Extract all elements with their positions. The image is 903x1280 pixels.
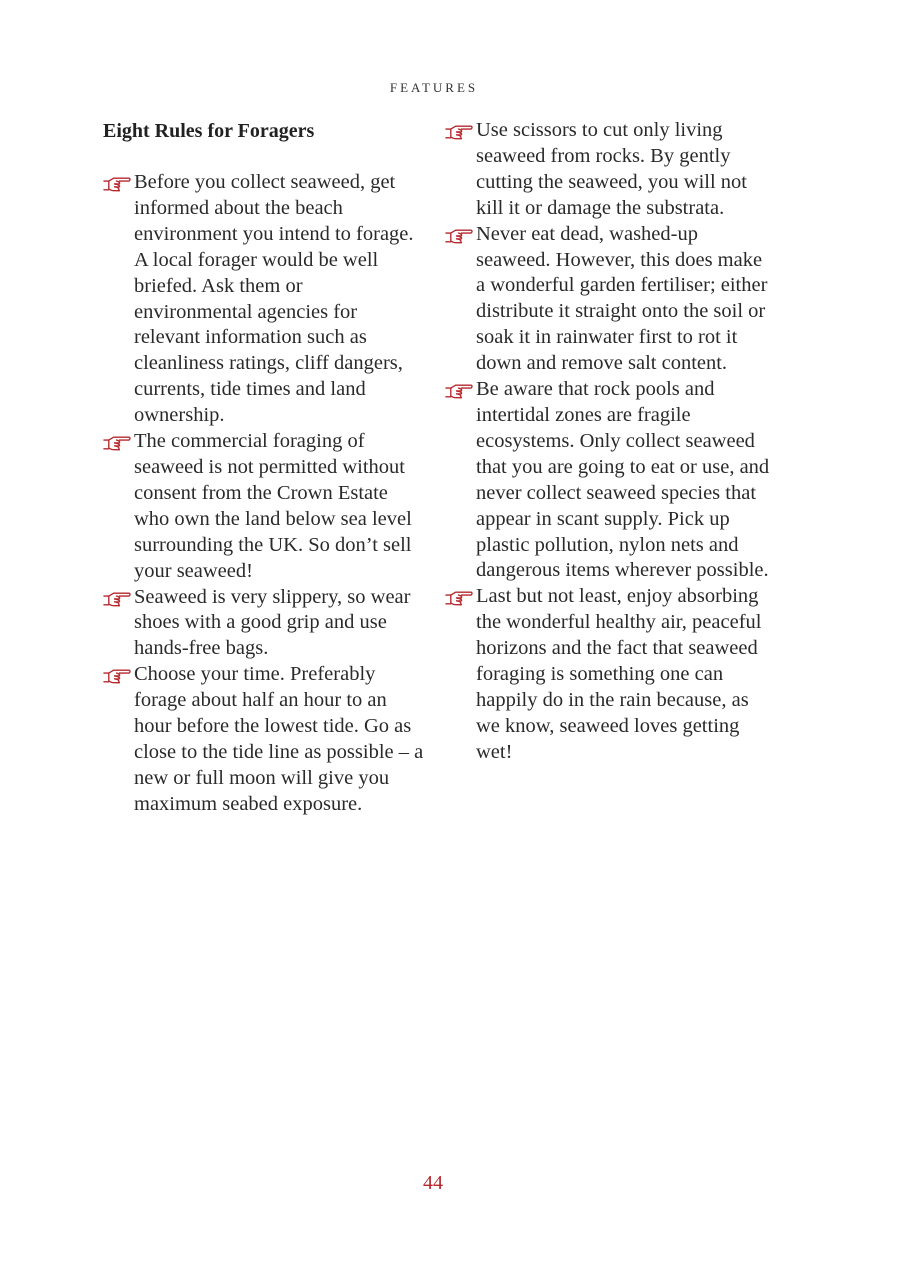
- rule-item: [445, 222, 775, 377]
- rule-text: Seaweed is very slippery, so wear shoes with a good grip and use hands-free bags.: [134, 585, 411, 660]
- rule-item: [445, 377, 775, 584]
- running-head: FEATURES: [389, 80, 479, 95]
- rule-text: Choose your time. Preferably forage about half an hour to an hour before the lowest tide. Go as close to the tide line as possible – a new or full moon will give you maximum seabed exposure.: [134, 663, 424, 815]
- rule-item: [445, 118, 775, 222]
- rule-text: Last but not least, enjoy absorbing the wonderful healthy air, peaceful horizons and the fact that seaweed foraging is something one can happily do in the rain because, as we know, seaweed loves getting wet!: [476, 585, 762, 763]
- pointing-hand-icon: [103, 665, 132, 685]
- pointing-hand-icon: [445, 121, 474, 141]
- rule-item: [103, 429, 425, 584]
- rule-text: The commercial foraging of seaweed is not permitted without consent from the Crown Estate who own the land below sea level surrounding the UK. So don’t sell your seaweed!: [134, 430, 412, 582]
- pointing-hand-icon: [103, 588, 132, 608]
- article-heading: Eight Rules for Foragers: [103, 120, 315, 142]
- left-column: [103, 118, 425, 818]
- pointing-hand-icon: [445, 225, 474, 245]
- pointing-hand-icon: [103, 173, 132, 193]
- rules-list-left: [103, 170, 425, 818]
- rule-item: [103, 585, 425, 663]
- pointing-hand-icon: [103, 432, 132, 452]
- rules-list-right: [445, 118, 775, 766]
- pointing-hand-icon: [445, 380, 474, 400]
- rule-item: [103, 662, 425, 817]
- page-number: 44: [423, 1172, 443, 1194]
- pointing-hand-icon: [445, 587, 474, 607]
- rule-item: [445, 584, 775, 765]
- rule-text: Before you collect seaweed, get informed about the beach environment you intend to forage. A local forager would be well briefed. Ask them or environmental agencies for relevant information such as cleanliness ratings, cliff dangers, currents, tide times and land ownership.: [134, 171, 414, 427]
- rule-item: [103, 170, 425, 429]
- rule-text: Be aware that rock pools and intertidal zones are fragile ecosystems. Only collect seaweed that you are going to eat or use, and never collect seaweed species that appear in scant supply. Pick up plastic pollution, nylon nets and dangerous items wherever possible.: [476, 378, 770, 582]
- rule-text: Never eat dead, washed-up seaweed. However, this does make a wonderful garden fertiliser; either distribute it straight onto the soil or soak it in rainwater first to rot it down and remove salt content.: [476, 222, 768, 375]
- rule-text: Use scissors to cut only living seaweed from rocks. By gently cutting the seaweed, you will not kill it or damage the substrata.: [476, 119, 747, 219]
- right-column: [445, 118, 775, 766]
